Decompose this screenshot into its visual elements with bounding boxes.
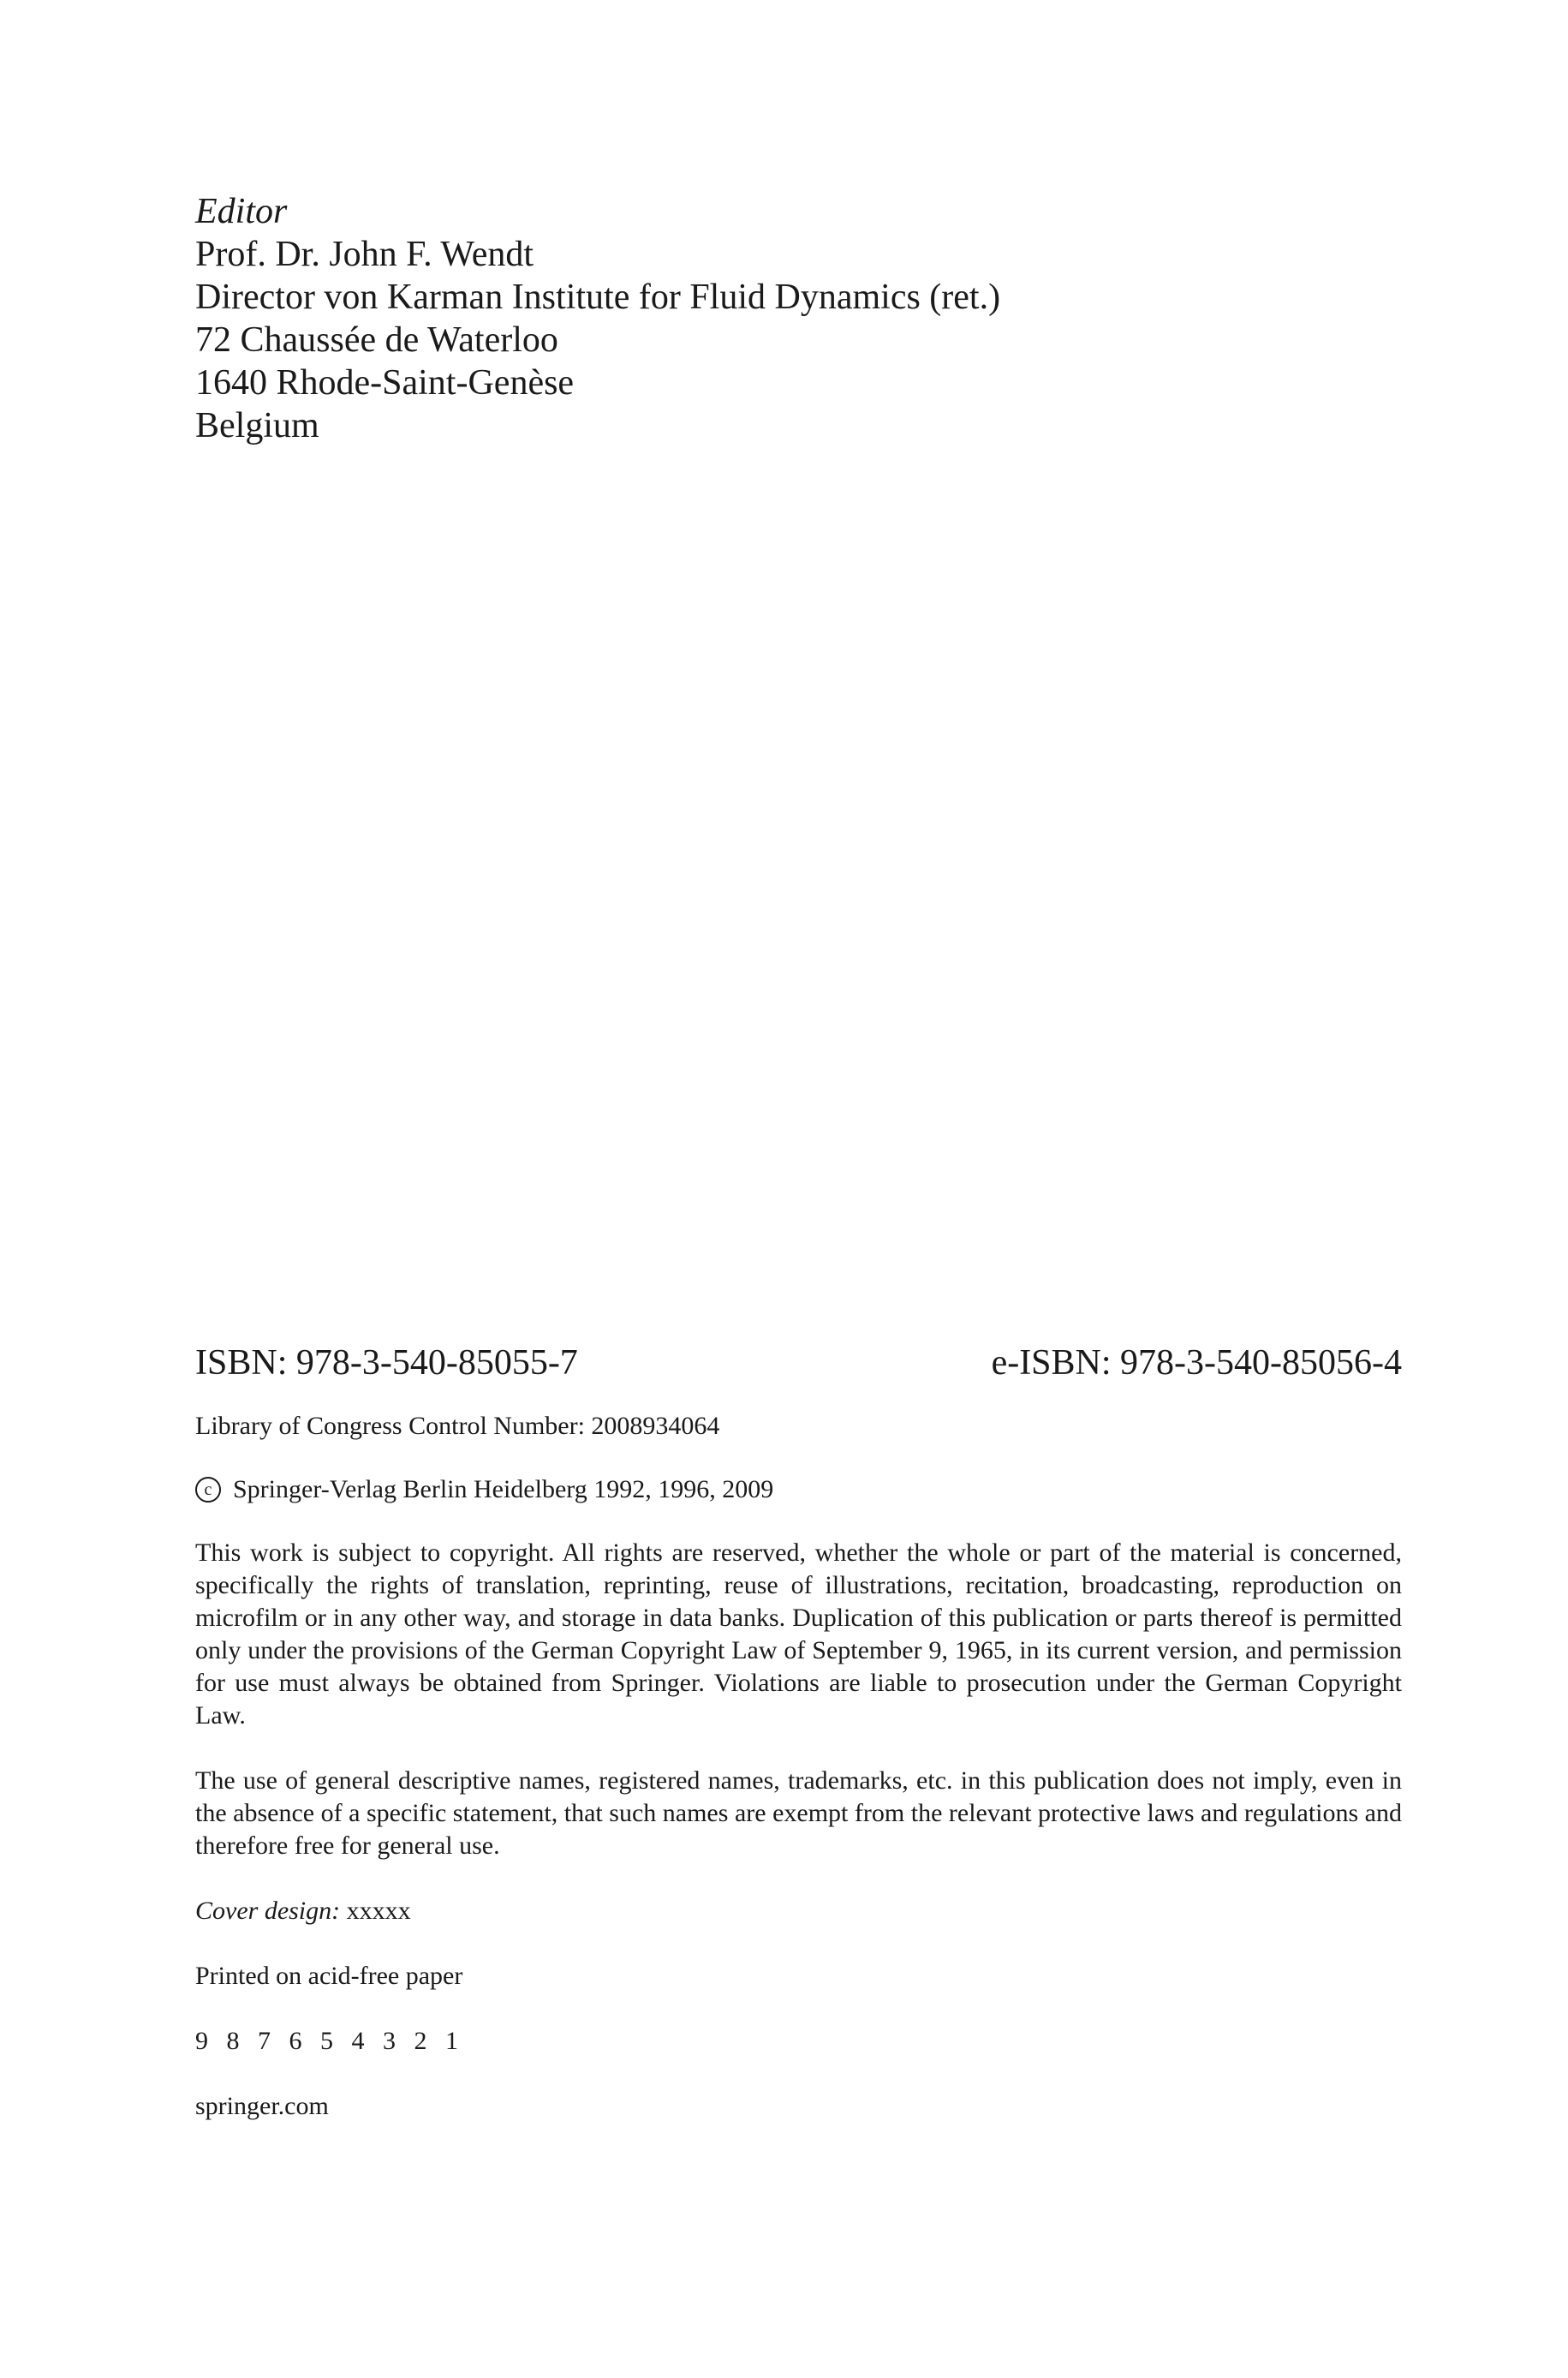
isbn-print: ISBN: 978-3-540-85055-7 bbox=[195, 1343, 578, 1383]
cover-design-value: xxxxx bbox=[346, 1897, 411, 1925]
editor-block bbox=[195, 190, 1411, 447]
editor-affiliation: Director von Karman Institute for Fluid Dynamics (ret.) bbox=[195, 278, 1001, 317]
paper-note: Printed on acid-free paper bbox=[195, 1962, 463, 1990]
copyright-symbol-icon: c bbox=[195, 1477, 221, 1503]
lccn: Library of Congress Control Number: 2008934064 bbox=[195, 1412, 720, 1440]
editor-name: Prof. Dr. John F. Wendt bbox=[195, 235, 534, 274]
editor-country: Belgium bbox=[195, 406, 319, 445]
editor-label: Editor bbox=[195, 192, 288, 231]
cover-design-line bbox=[195, 1895, 1402, 1927]
copyright-text: Springer-Verlag Berlin Heidelberg 1992, 1996, 2009 bbox=[233, 1475, 774, 1503]
imprint-block bbox=[195, 1341, 1402, 2123]
isbn-row bbox=[195, 1341, 1402, 1384]
trademark-paragraph: The use of general descriptive names, registered names, trademarks, etc. in this publication does not imply, even in the absence of a specific statement, that such names are exempt from the relevant protective laws and regulations and therefore free for general use. bbox=[195, 1766, 1402, 1860]
cover-design-label: Cover design: bbox=[195, 1897, 341, 1925]
editor-street: 72 Chaussée de Waterloo bbox=[195, 320, 558, 360]
isbn-electronic: e-ISBN: 978-3-540-85056-4 bbox=[991, 1343, 1402, 1383]
rights-paragraph: This work is subject to copyright. All rights are reserved, whether the whole or part of the material is concerned, specifically the rights of translation, reprinting, reuse of illustrations, recitation, broadcasting, reproduction on microfilm or in any other way, and storage in data banks. Duplication of this publication or parts thereof is permitted only under the provisions of the German Copyright Law of September 9, 1965, in its current version, and permission for use must always be obtained from Springer. Violations are liable to prosecution under the German Copyright Law. bbox=[195, 1539, 1402, 1730]
printing-line: 9 8 7 6 5 4 3 2 1 bbox=[195, 2027, 460, 2055]
publisher-website: springer.com bbox=[195, 2092, 329, 2120]
copyright-line bbox=[195, 1473, 1402, 1506]
editor-city: 1640 Rhode-Saint-Genèse bbox=[195, 363, 575, 403]
